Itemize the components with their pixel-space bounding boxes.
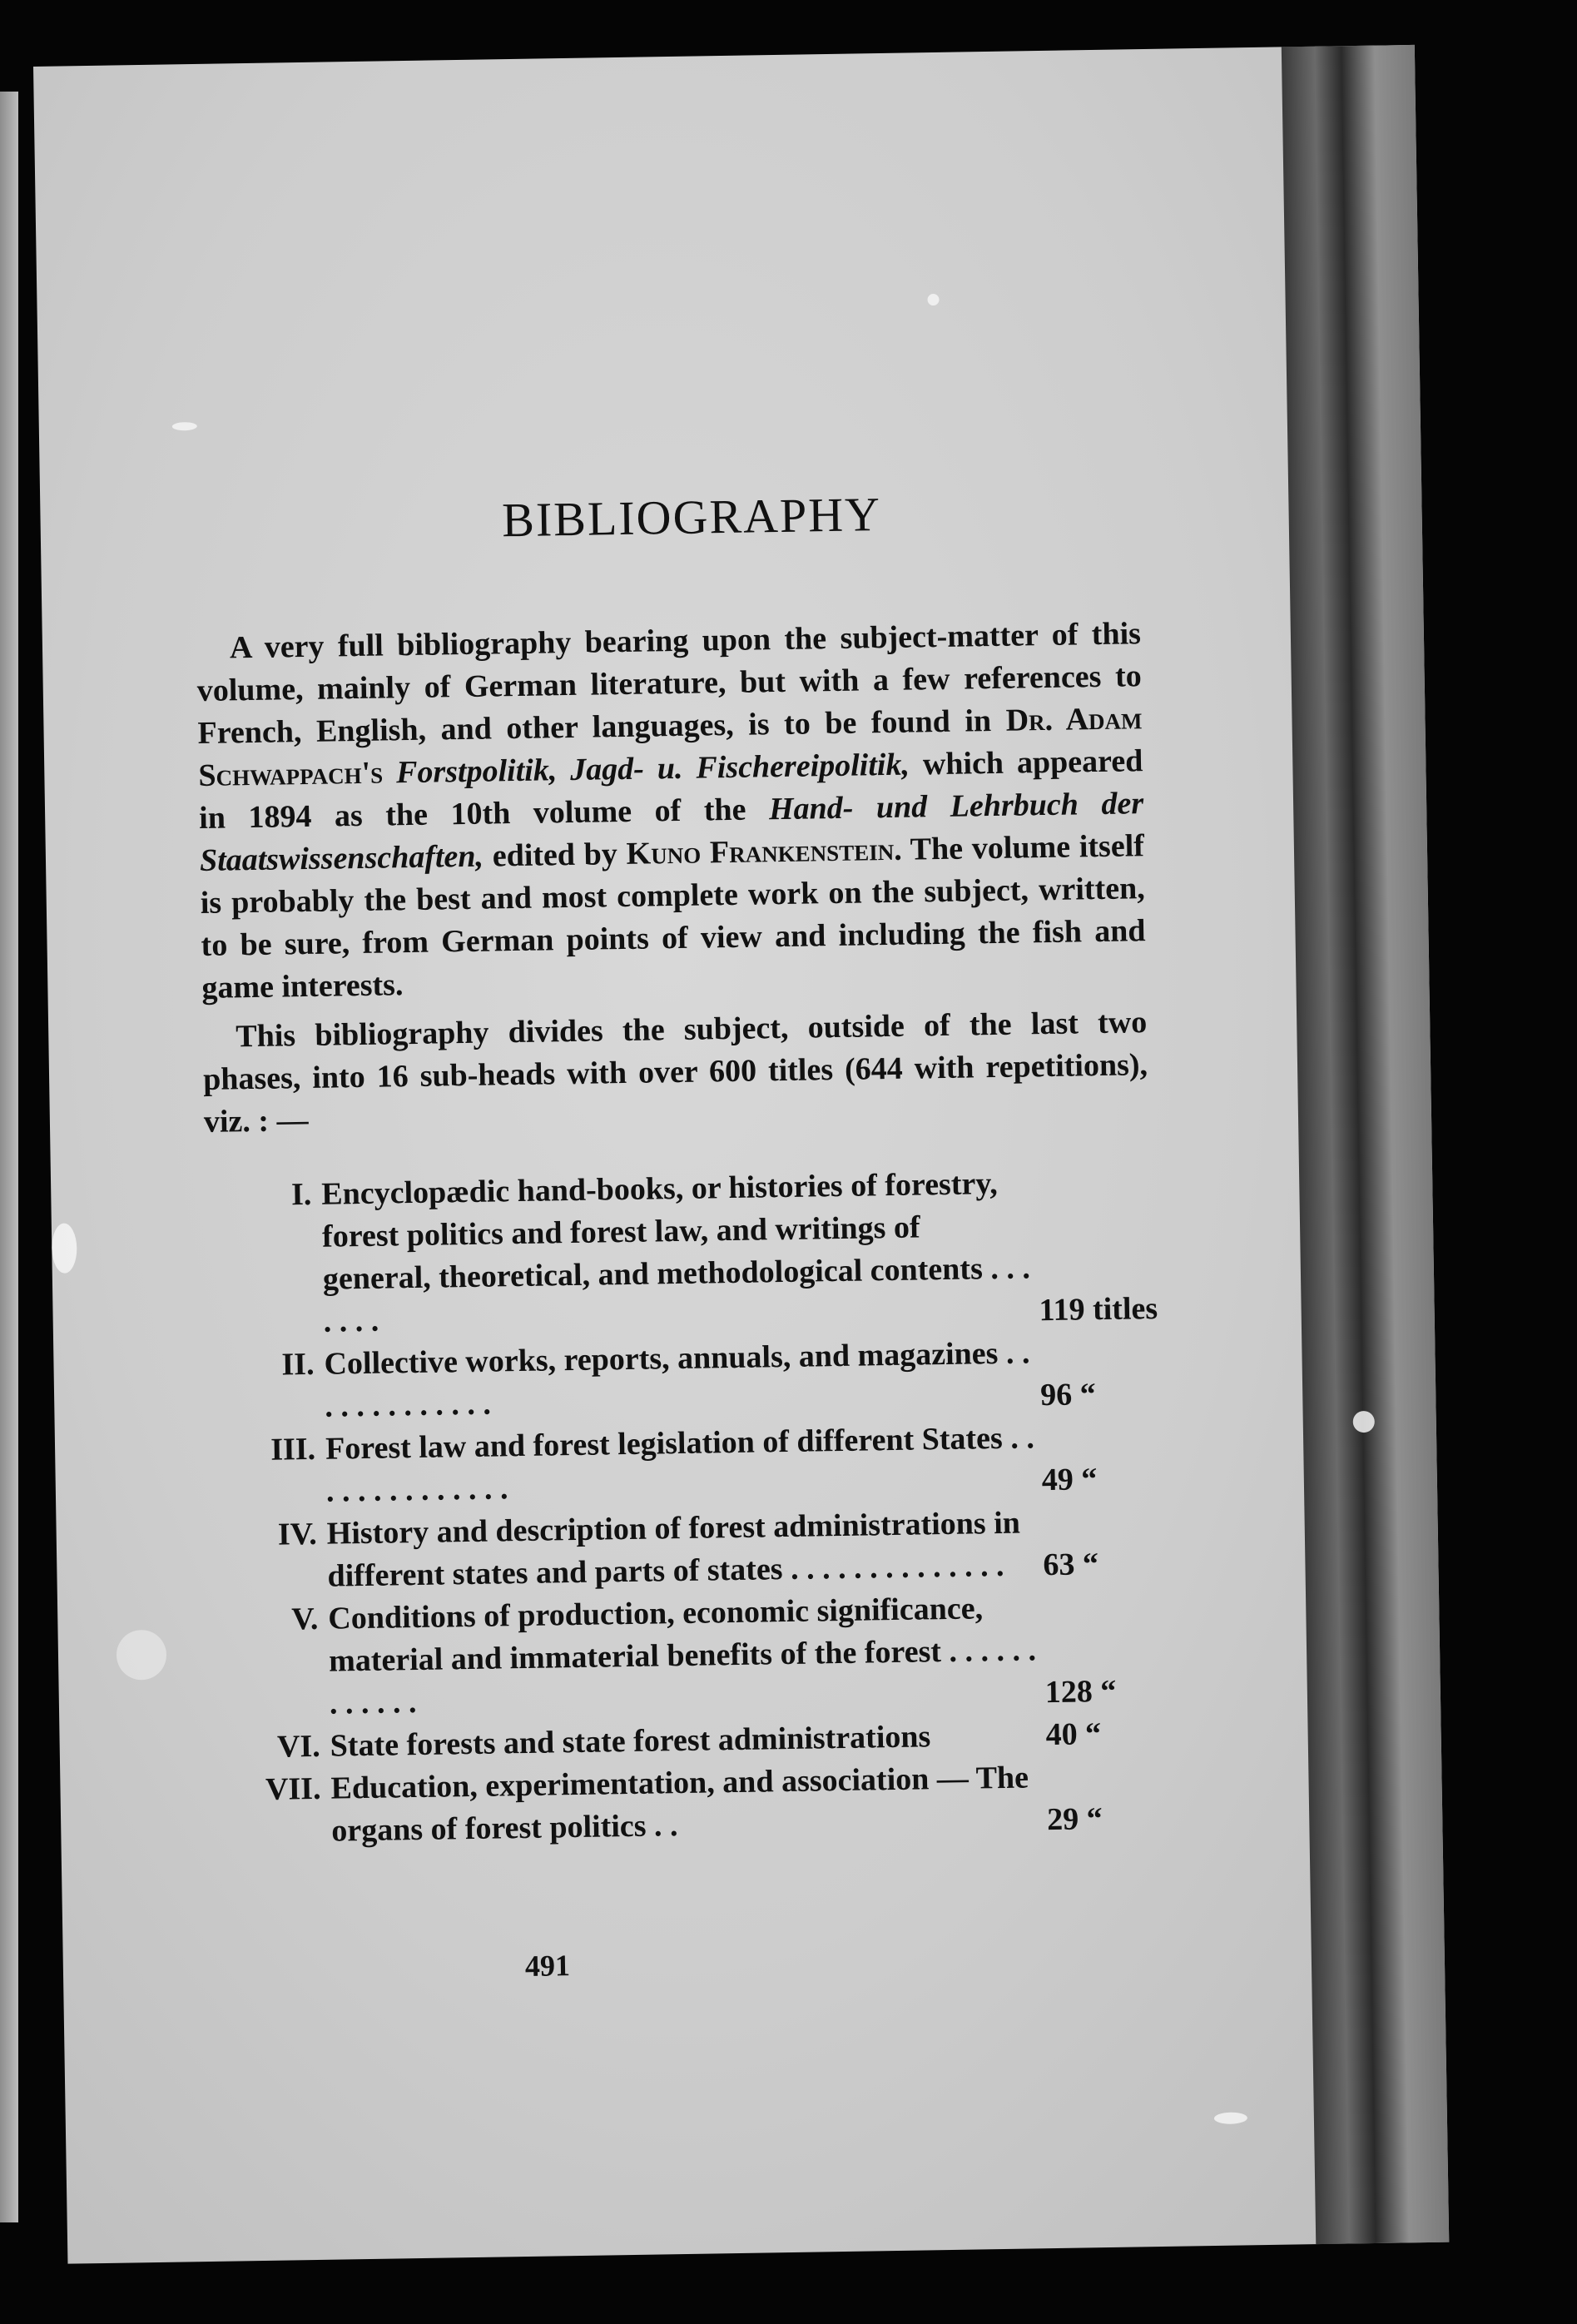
item-count: 40 “ [1045, 1716, 1102, 1753]
list-item [209, 1417, 1098, 1515]
scan-speck [1214, 2112, 1247, 2124]
item-text: Encyclopædic hand-books, or histories of forestry, forest politics and forest law, and writings of general, theoretical, and methodological contents . . . . . . . [320, 1165, 1031, 1339]
work-title: Forstpolitik, Jagd- u. Fischereipolitik, [395, 747, 910, 791]
item-text: Conditions of production, economic significance, material and immaterial benefits of the forest . . . . . . . . . . . . [328, 1591, 1037, 1721]
subhead-list [205, 1160, 1160, 1855]
item-number: I. [290, 1176, 312, 1213]
item-count: 128 “ [1044, 1673, 1117, 1711]
item-text: Education, experimentation, and association — The organs of forest politics . . [330, 1760, 1029, 1849]
item-number: V. [290, 1601, 319, 1637]
scan-speck [172, 422, 197, 430]
list-item [211, 1587, 1117, 1727]
book-spine [1282, 45, 1449, 2244]
list-item [205, 1162, 1158, 1345]
item-count: 96 “ [1039, 1377, 1097, 1413]
item-number: III. [270, 1431, 316, 1467]
author-name: Dr. Adam Schwappach's [198, 701, 1143, 793]
list-item [207, 1332, 1097, 1430]
list-item [210, 1502, 1099, 1600]
item-count: 49 “ [1041, 1462, 1098, 1498]
scan-speck [927, 294, 939, 305]
summary-paragraph: This bibliography divides the subject, outside of the last two phases, into 16 sub-heads with over 600 titles (644 with repetitions), viz. : — [202, 1005, 1148, 1140]
item-number: IV. [277, 1516, 318, 1552]
item-text: Collective works, reports, annuals, and magazines . . . . . . . . . . . . . [324, 1335, 1030, 1424]
series-title: Hand- und Lehrbuch der Staatswissenschaften, [199, 786, 1144, 878]
intro-text: The volume itself is probably the best and most complete work on the subject, written, to be sure, from German points of view and including the fish and game interests. [200, 828, 1146, 1006]
page-title: BIBLIOGRAPHY [501, 487, 882, 548]
intro-paragraph [196, 613, 1147, 1010]
scan-speck [52, 1223, 77, 1273]
item-count: 63 “ [1043, 1547, 1099, 1583]
intro-text: A very full bibliography bearing upon the subject-matter of this volume, mainly of German literature, but with a few references to French, English, and other languages, is to be found in [196, 616, 1142, 751]
item-number: VI. [276, 1728, 321, 1765]
item-number: VII. [265, 1770, 321, 1807]
page-content [194, 482, 1159, 1855]
editor-name: Kuno Frankenstein. [626, 832, 902, 872]
intro-text: edited by [483, 836, 627, 874]
page-number: 491 [524, 1949, 571, 1983]
item-text: History and description of forest administrations in different states and parts of states . . . . . . . . . . . . . . [326, 1505, 1021, 1594]
scan-speck [117, 1630, 167, 1681]
item-text: Forest law and forest legislation of different States . . . . . . . . . . . . . . [325, 1420, 1035, 1509]
facing-page-edge [0, 92, 18, 2222]
item-count: 119 titles [1039, 1290, 1158, 1328]
intro-text [383, 755, 397, 790]
list-item [214, 1756, 1103, 1855]
item-text: State forests and state forest administrations [330, 1719, 931, 1764]
item-count: 29 “ [1046, 1801, 1103, 1838]
intro-text: which appeared in 1894 as the 10th volume of the [198, 743, 1143, 836]
book-page [33, 45, 1449, 2264]
item-number: II. [281, 1346, 315, 1383]
